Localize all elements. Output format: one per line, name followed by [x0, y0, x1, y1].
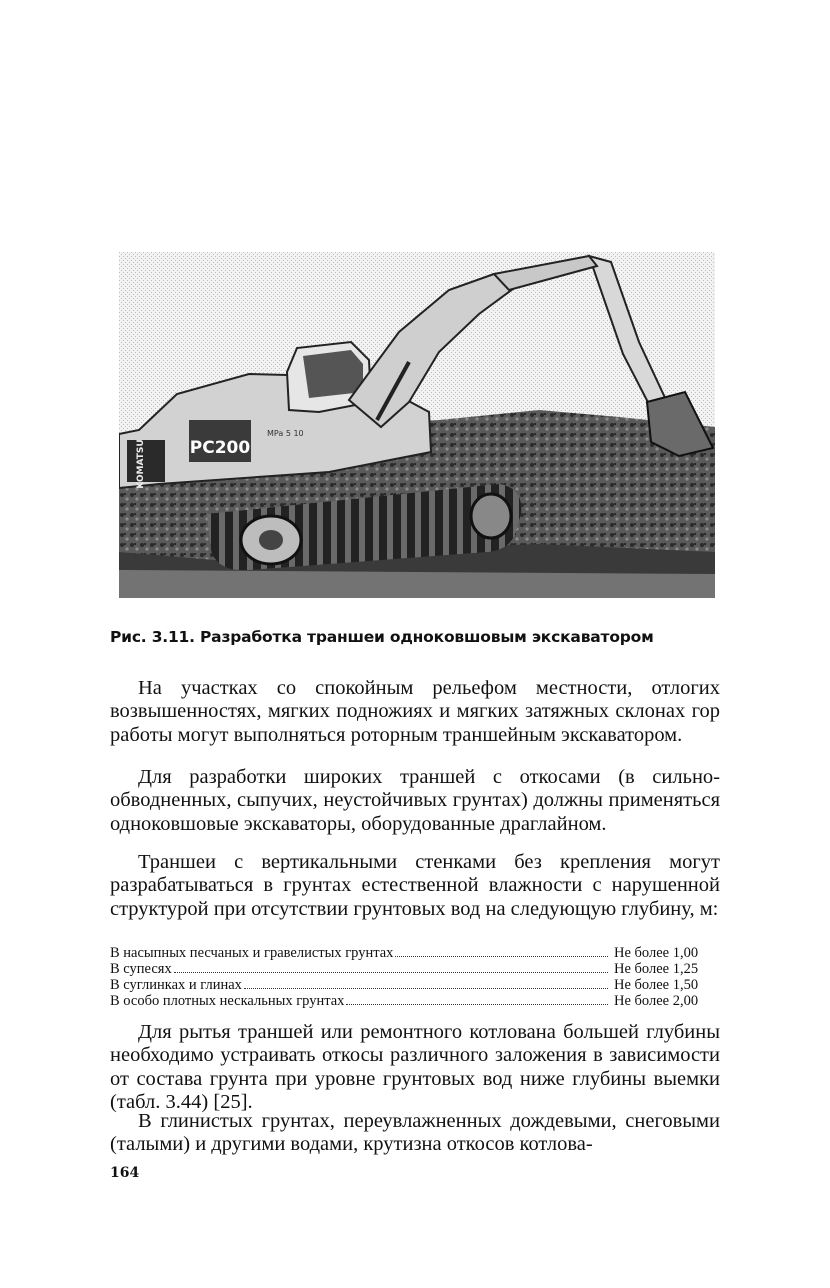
depth-table: [110, 945, 720, 1009]
dot-leader: [244, 977, 608, 989]
row-label: В супесях: [110, 961, 172, 977]
table-row: [110, 961, 720, 977]
side-brand-text: KOMATSU: [136, 439, 146, 489]
paragraph-vertical-walls: Траншеи с вертикальными стенками без крепления могут разрабатываться в грунтах естественной влажности с нарушенной структурой при отсутствии грунтовых вод на следующую глубину, м:: [110, 851, 720, 920]
dot-leader: [395, 945, 608, 957]
table-row: [110, 993, 720, 1009]
row-label: В насыпных песчаных и гравелистых грунтах: [110, 945, 394, 961]
excavator-photo: [119, 252, 715, 598]
paragraph-clay-soils: В глинистых грунтах, переувлажненных дождевыми, снеговыми (талыми) и другими водами, крутизна откосов котлова-: [110, 1110, 720, 1156]
row-value: Не более 1,00: [614, 945, 699, 961]
dot-leader: [174, 961, 608, 973]
model-text: PC200: [189, 438, 251, 458]
paragraph-rotary-excavator: На участках со спокойным рельефом местности, отлогих возвышенностях, мягких подножиях и мягких затяжных склонах гор работы могут выполняться роторным траншейным экскаватором.: [110, 677, 720, 746]
row-value: Не более 2,00: [614, 993, 699, 1009]
page-number: 164: [110, 1165, 140, 1181]
table-row: [110, 977, 720, 993]
row-label: В суглинках и глинах: [110, 977, 242, 993]
paragraph-slopes: Для рытья траншей или ремонтного котлована большей глубины необходимо устраивать откосы различного заложения в зависимости от состава грунта при уровне грунтовых вод ниже глубины выемки (табл. 3.44) [25].: [110, 1021, 720, 1113]
row-label: В особо плотных нескальных грунтах: [110, 993, 345, 1009]
cab-text: MPa 5 10: [267, 429, 304, 438]
row-value: Не более 1,25: [614, 961, 699, 977]
paragraph-dragline: Для разработки широких траншей с откосами (в сильно-обводненных, сыпучих, неустойчивых грунтах) должны применяться одноковшовые экскаваторы, оборудованные драглайном.: [110, 766, 720, 835]
table-row: [110, 945, 720, 961]
dot-leader: [346, 993, 608, 1005]
figure-caption: Рис. 3.11. Разработка траншеи одноковшовым экскаватором: [110, 628, 654, 646]
row-value: Не более 1,50: [614, 977, 699, 993]
